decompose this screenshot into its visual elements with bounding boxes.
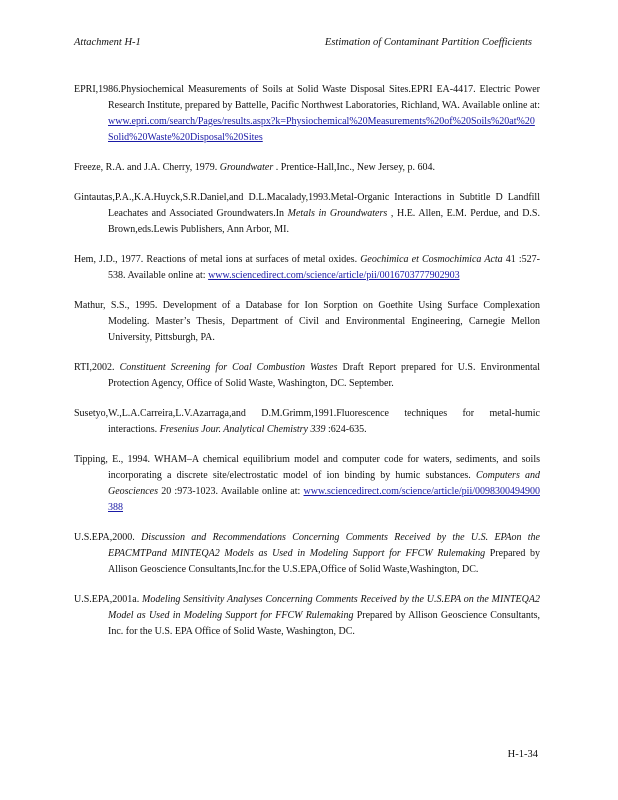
reference-title-italic: Computers and Geosciences (108, 470, 540, 497)
reference-text: 20 :973-1023. Available online at: (157, 486, 304, 497)
reference-entry (74, 452, 540, 516)
reference-title-italic: Geochimica et Cosmochimica Acta (360, 254, 503, 265)
reference-text: Tipping, E., 1994. WHAM–A chemical equilibrium model and computer code for waters, sediments, and soils incorporating a discrete site/electrostatic model of ion binding by humic substances. (74, 454, 540, 481)
reference-text: RTI,2002. (74, 362, 120, 373)
reference-text: Gintautas,P.A.,K.A.Huyck,S.R.Daniel,and D.L.Macalady,1993.Metal-Organic Interactions in Subtitle D Landfill Leachates and Associated Groundwaters.In (74, 192, 540, 219)
reference-title-italic: Groundwater (219, 162, 274, 173)
reference-entry (74, 298, 540, 346)
reference-text: 41 :527-538. Available online at: (108, 254, 541, 281)
reference-text: Susetyo,W.,L.A.Carreira,L.V.Azarraga,and D.M.Grimm,1991.Fluorescence techniques for metal-humic interactions. (74, 408, 540, 435)
reference-entry (74, 406, 540, 438)
page-number: H-1-34 (507, 749, 538, 760)
header-document-title: Estimation of Contaminant Partition Coefficients (324, 37, 532, 48)
reference-entry (74, 160, 540, 176)
reference-text: EPRI,1986.Physiochemical Measurements of Soils at Solid Waste Disposal Sites.EPRI EA-4417. Electric Power Research Institute, prepared by Battelle, Pacific Northwest Laboratories, Richland, WA. Available online at: (74, 84, 540, 111)
reference-text: Freeze, R.A. and J.A. Cherry, 1979. (74, 162, 220, 173)
reference-text: . Prentice-Hall,Inc., New Jersey, p. 604. (273, 162, 436, 173)
reference-title-italic: Fresenius Jour. Analytical Chemistry 339 (159, 424, 326, 435)
header-attachment-label: Attachment H-1 (74, 37, 141, 48)
reference-link[interactable]: www.sciencedirect.com/science/article/pii/0098300494900388 (108, 486, 540, 513)
reference-text: Prepared by Allison Geoscience Consultants,Inc.for the U.S.EPA,Office of Solid Waste,Washington, DC. (108, 548, 540, 575)
reference-entry (74, 592, 540, 640)
reference-text: U.S.EPA,2000. (74, 532, 142, 543)
reference-text: Mathur, S.S., 1995. Development of a Database for Ion Sorption on Goethite Using Surface Complexation Modeling. Master’s Thesis, Department of Civil and Environmental Engineering, Carnegie Mellon University, Pittsburgh, PA. (74, 300, 540, 343)
reference-text: Hem, J.D., 1977. Reactions of metal ions at surfaces of metal oxides. (74, 254, 361, 265)
reference-entry (74, 530, 540, 578)
reference-text: Draft Report prepared for U.S. Environmental Protection Agency, Office of Solid Waste, Washington, DC. September. (108, 362, 540, 389)
reference-entry (74, 252, 540, 284)
reference-text: , H.E. Allen, E.M. Perdue, and D.S. Brown,eds.Lewis Publishers, Ann Arbor, MI. (108, 208, 540, 235)
reference-text: U.S.EPA,2001a. (74, 594, 143, 605)
reference-entry (74, 190, 540, 238)
reference-title-italic: Constituent Screening for Coal Combustion Wastes (119, 362, 338, 373)
reference-title-italic: Modeling Sensitivity Analyses Concerning Comments Received by the U.S.EPA on the MINTEQA2 Model as Used in Modeling Support for FFCW Rulemaking (108, 594, 540, 621)
reference-title-italic: Metals in Groundwaters (287, 208, 388, 219)
reference-title-italic: Discussion and Recommendations Concerning Comments Received by the U.S. EPAon the EPACMTPand MINTEQA2 Models as Used in Modeling Support for FFCW Rulemaking (108, 532, 541, 559)
reference-list (74, 72, 540, 654)
reference-link[interactable]: www.sciencedirect.com/science/article/pii/0016703777902903 (208, 270, 460, 281)
reference-entry (74, 82, 540, 146)
reference-text: :624-635. (325, 424, 367, 435)
reference-entry (74, 360, 540, 392)
reference-text: Prepared by Allison Geoscience Consultants, Inc. for the U.S. EPA Office of Solid Waste, Washington, DC. (108, 610, 540, 637)
reference-link[interactable]: www.epri.com/search/Pages/results.aspx?k=Physiochemical%20Measurements%20of%20Soils%20at%20Solid%20Waste%20Disposal%20Sites (108, 116, 535, 143)
